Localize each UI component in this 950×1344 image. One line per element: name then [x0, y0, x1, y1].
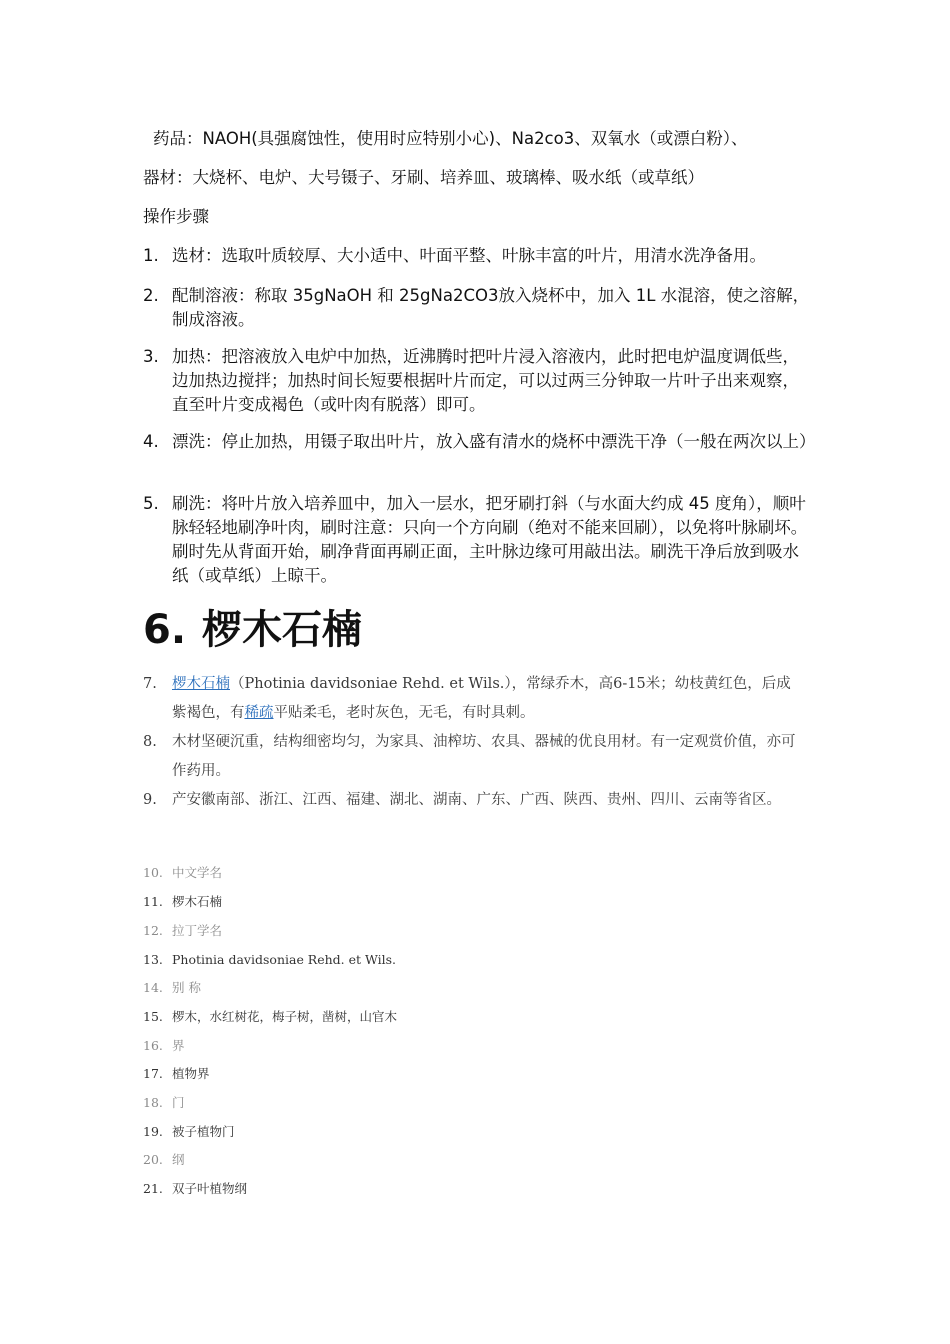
- fact-number: 12.: [143, 923, 163, 938]
- step-item: [143, 492, 813, 588]
- fact-label: [143, 863, 222, 883]
- heading-text: 椤木石楠: [202, 607, 363, 653]
- fact-text: 中文学名: [172, 865, 223, 880]
- species-item: [143, 728, 803, 786]
- fact-label: [143, 921, 222, 941]
- fact-number: 19.: [143, 1124, 163, 1139]
- fact-text: Photinia davidsoniae Rehd. et Wils.: [172, 952, 397, 967]
- fact-text: 纲: [172, 1152, 185, 1167]
- item-text: 产安徽南部、浙江、江西、福建、湖北、湖南、广东、广西、陕西、贵州、四川、云南等省区。: [172, 792, 781, 808]
- section-heading: [143, 600, 362, 660]
- fact-label: [143, 978, 201, 998]
- step-number: 2.: [143, 286, 159, 305]
- fact-value: [143, 1007, 397, 1027]
- item-text-part: 平贴柔毛，老时灰色，无毛，有时具刺。: [273, 705, 535, 721]
- step-text: 选材：选取叶质较厚、大小适中、叶面平整、叶脉丰富的叶片，用清水洗净备用。: [172, 246, 766, 265]
- fact-number: 20.: [143, 1152, 163, 1167]
- steps-title: 操作步骤: [143, 207, 209, 226]
- fact-label: [143, 1036, 185, 1056]
- step-text: 加热：把溶液放入电炉中加热，近沸腾时把叶片浸入溶液内，此时把电炉温度调低些，边加热边搅拌；加热时间长短要根据叶片而定，可以过两三分钟取一片叶子出来观察，直至叶片变成褐色（或叶肉有脱落）即可。: [172, 347, 799, 414]
- step-number: 1.: [143, 246, 159, 265]
- fact-value: [143, 1179, 247, 1199]
- step-text: 配制溶液：称取 35gNaOH 和 25gNa2CO3放入烧杯中，加入 1L 水混溶，使之溶解，制成溶液。: [172, 286, 810, 329]
- fact-text: 双子叶植物纲: [172, 1181, 248, 1196]
- fact-number: 14.: [143, 980, 163, 995]
- item-number: 9.: [143, 792, 157, 808]
- fact-number: 18.: [143, 1095, 163, 1110]
- fact-text: 被子植物门: [172, 1124, 235, 1139]
- species-item: [143, 670, 803, 728]
- equipment-line: 器材：大烧杯、电炉、大号镊子、牙刷、培养皿、玻璃棒、吸水纸（或草纸）: [143, 168, 704, 187]
- item-text: [172, 670, 803, 728]
- step-item: [143, 345, 813, 417]
- sparse-link[interactable]: 稀疏: [244, 705, 274, 721]
- species-item: [143, 786, 803, 815]
- step-item: [143, 284, 813, 332]
- fact-label: [143, 1150, 185, 1170]
- fact-value: [143, 892, 222, 912]
- fact-text: 植物界: [172, 1066, 210, 1081]
- fact-label: [143, 1093, 185, 1113]
- fact-number: 17.: [143, 1066, 163, 1081]
- fact-number: 16.: [143, 1038, 163, 1053]
- fact-text: 椤木石楠: [172, 894, 223, 909]
- fact-value: [143, 1122, 235, 1142]
- species-name-link[interactable]: 椤木石楠: [172, 676, 230, 692]
- item-number: 8.: [143, 734, 157, 750]
- fact-value: [143, 950, 396, 970]
- fact-text: 椤木，水红树花，梅子树，凿树，山官木: [172, 1009, 398, 1024]
- fact-number: 11.: [143, 894, 163, 909]
- step-text: 刷洗：将叶片放入培养皿中，加入一层水，把牙刷打斜（与水面大约成 45 度角），顺叶脉轻轻地刷净叶肉，刷时注意：只向一个方向刷（绝对不能来回刷），以免将叶脉刷坏。刷时先从背面开始，刷净背面再刷正面，主叶脉边缘可用敲出法。刷洗干净后放到吸水纸（或草纸）上晾干。: [172, 494, 808, 585]
- item-number: 7.: [143, 676, 157, 692]
- item-text: 木材坚硬沉重，结构细密均匀，为家具、油榨坊、农具、器械的优良用材。有一定观赏价值，亦可作药用。: [172, 734, 796, 779]
- fact-value: [143, 1064, 210, 1084]
- fact-number: 15.: [143, 1009, 163, 1024]
- fact-number: 13.: [143, 952, 163, 967]
- fact-text: 界: [172, 1038, 185, 1053]
- fact-text: 别 称: [172, 980, 201, 995]
- fact-text: 门: [172, 1095, 185, 1110]
- heading-number: 6.: [143, 607, 187, 653]
- step-number: 3.: [143, 347, 159, 366]
- fact-number: 21.: [143, 1181, 163, 1196]
- step-number: 4.: [143, 432, 159, 451]
- step-item: [143, 430, 816, 454]
- step-text: 漂洗：停止加热，用镊子取出叶片，放入盛有清水的烧杯中漂洗干净（一般在两次以上）: [172, 432, 816, 451]
- fact-number: 10.: [143, 865, 163, 880]
- fact-text: 拉丁学名: [172, 923, 223, 938]
- step-item: [143, 244, 813, 268]
- item-text-part: （Photinia davidsoniae Rehd. et Wils.），常绿乔木，高6-15米；幼枝黄红色，后成紫褐色，有: [172, 676, 791, 721]
- step-number: 5.: [143, 494, 159, 513]
- drugs-line: 药品：NAOH(具强腐蚀性，使用时应特别小心)、Na2co3、双氧水（或漂白粉）、: [153, 129, 748, 148]
